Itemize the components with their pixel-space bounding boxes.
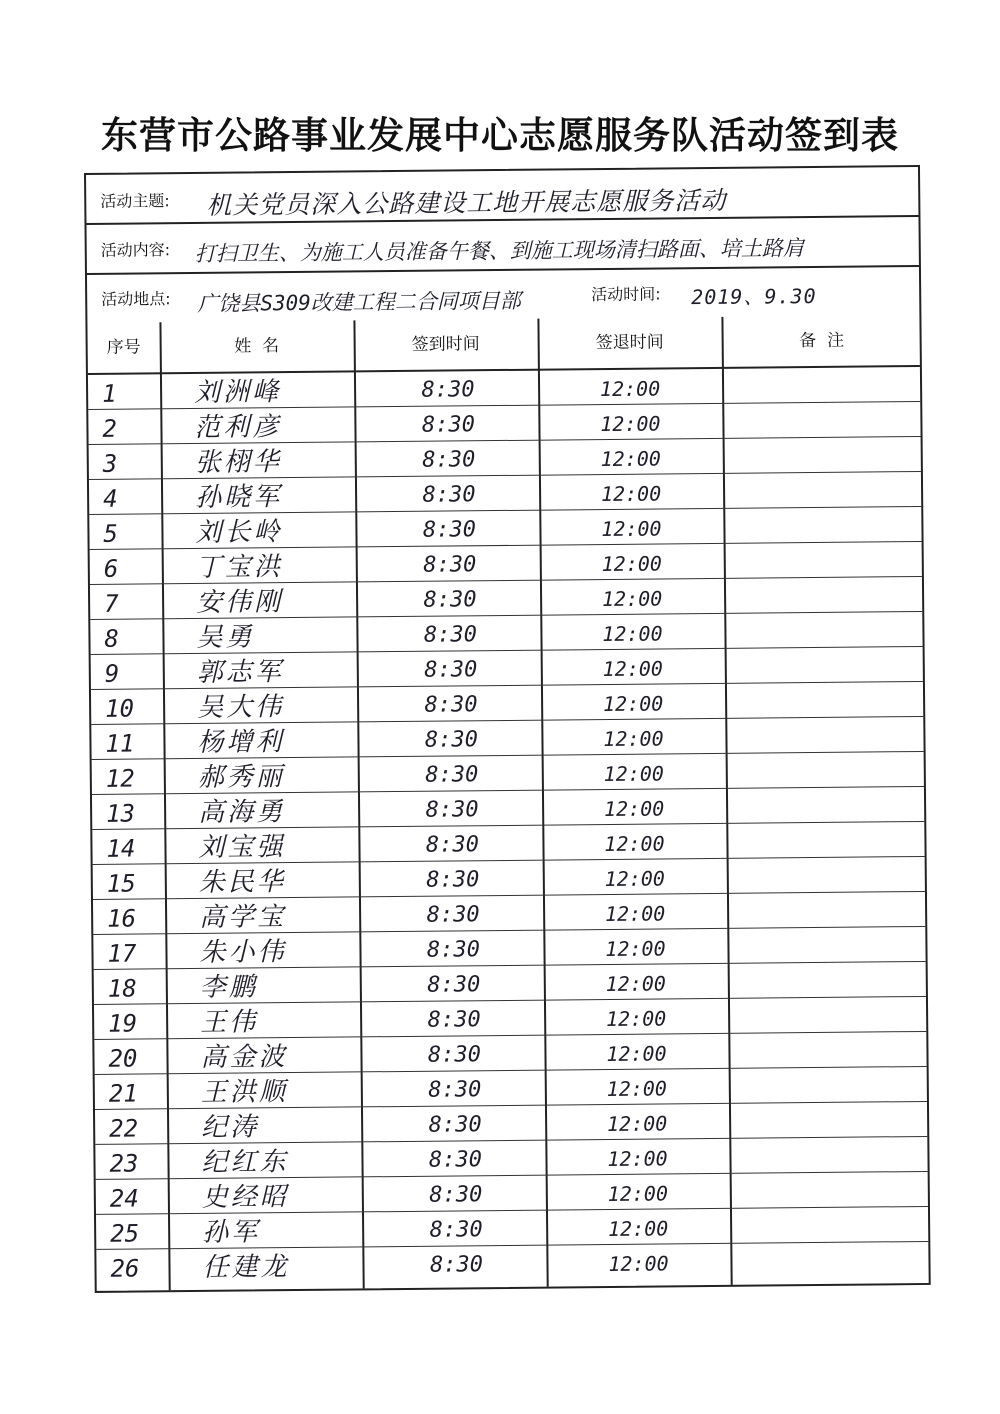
row-sign-out-time: 12:00 bbox=[606, 1111, 668, 1137]
row-sign-out-time: 12:00 bbox=[601, 586, 663, 612]
row-signature: 郭志军 bbox=[196, 657, 284, 688]
row-number: 21 bbox=[108, 1079, 138, 1108]
row-sign-in-time: 8:30 bbox=[427, 1007, 481, 1033]
row-number: 25 bbox=[110, 1219, 140, 1248]
row-number: 17 bbox=[107, 939, 137, 968]
row-sign-out-time: 12:00 bbox=[601, 551, 662, 577]
row-sign-out-time: 12:00 bbox=[607, 1146, 668, 1172]
row-sign-out-time: 12:00 bbox=[599, 376, 661, 402]
row-number: 11 bbox=[105, 729, 135, 758]
row-signature: 纪红东 bbox=[201, 1147, 289, 1178]
table-body bbox=[88, 367, 929, 1285]
table-header bbox=[87, 315, 919, 375]
row-number: 20 bbox=[108, 1044, 138, 1073]
row-number: 12 bbox=[105, 764, 135, 793]
header-no: 序号 bbox=[106, 337, 141, 358]
row-signature: 刘洲峰 bbox=[193, 377, 282, 408]
row-note bbox=[725, 472, 921, 508]
row-sign-in-time: 8:30 bbox=[421, 412, 476, 438]
row-sign-in-time: 8:30 bbox=[424, 727, 479, 753]
row-sign-out-time: 12:00 bbox=[600, 481, 662, 507]
row-sign-in-time: 8:30 bbox=[428, 1112, 482, 1138]
table-row bbox=[96, 1242, 928, 1285]
row-number: 7 bbox=[104, 589, 119, 618]
row-note bbox=[729, 857, 925, 893]
activity-location-label: 活动地点: bbox=[101, 289, 171, 309]
row-sign-out-time: 12:00 bbox=[607, 1181, 669, 1207]
row-signature: 高金波 bbox=[200, 1042, 288, 1073]
row-number: 13 bbox=[106, 799, 136, 828]
activity-content-value: 打扫卫生、为施工人员准备午餐、到施工现场清扫路面、培土路肩 bbox=[194, 236, 804, 266]
row-note bbox=[731, 1137, 927, 1173]
row-number: 14 bbox=[106, 834, 136, 863]
row-signature: 范利彦 bbox=[194, 412, 282, 443]
row-signature: 孙晓军 bbox=[194, 482, 283, 513]
row-note bbox=[732, 1172, 928, 1208]
row-signature: 郝秀丽 bbox=[197, 762, 285, 793]
row-note bbox=[730, 962, 926, 998]
row-sign-out-time: 12:00 bbox=[607, 1216, 669, 1242]
row-sign-in-time: 8:30 bbox=[429, 1182, 483, 1208]
header-name: 姓 名 bbox=[234, 336, 280, 357]
activity-theme-label: 活动主题: bbox=[100, 191, 170, 211]
row-note bbox=[728, 822, 924, 858]
row-note bbox=[729, 892, 925, 928]
row-sign-out-time: 12:00 bbox=[603, 796, 665, 822]
row-number: 18 bbox=[107, 974, 137, 1003]
row-sign-out-time: 12:00 bbox=[608, 1251, 669, 1277]
row-sign-in-time: 8:30 bbox=[422, 482, 476, 508]
row-signature: 朱小伟 bbox=[199, 937, 287, 968]
row-sign-in-time: 8:30 bbox=[423, 587, 477, 613]
header-note: 备 注 bbox=[799, 330, 845, 352]
row-signature: 杨增利 bbox=[197, 727, 285, 758]
row-note bbox=[732, 1207, 928, 1243]
activity-content-row bbox=[86, 217, 918, 275]
row-note bbox=[730, 997, 926, 1033]
activity-time-value: 2019、9.30 bbox=[691, 283, 817, 310]
row-signature: 吴勇 bbox=[196, 622, 255, 653]
row-sign-out-time: 12:00 bbox=[606, 1041, 667, 1067]
row-sign-in-time: 8:30 bbox=[422, 447, 476, 473]
row-number: 10 bbox=[105, 694, 135, 723]
row-sign-in-time: 8:30 bbox=[423, 552, 477, 578]
row-sign-out-time: 12:00 bbox=[606, 1076, 668, 1102]
row-sign-in-time: 8:30 bbox=[426, 937, 481, 963]
row-note bbox=[730, 1032, 926, 1068]
row-signature: 纪涛 bbox=[201, 1112, 260, 1143]
row-sign-out-time: 12:00 bbox=[603, 761, 665, 787]
row-sign-out-time: 12:00 bbox=[602, 621, 663, 647]
page-title: 东营市公路事业发展中心志愿服务队活动签到表 bbox=[101, 113, 899, 157]
row-signature: 高海勇 bbox=[198, 797, 286, 828]
row-sign-in-time: 8:30 bbox=[424, 657, 478, 683]
row-sign-out-time: 12:00 bbox=[604, 831, 665, 857]
row-number: 6 bbox=[103, 554, 119, 583]
row-number: 22 bbox=[109, 1114, 139, 1143]
row-sign-in-time: 8:30 bbox=[424, 692, 478, 718]
row-signature: 张栩华 bbox=[194, 447, 282, 478]
row-sign-in-time: 8:30 bbox=[425, 832, 480, 858]
row-signature: 王洪顺 bbox=[200, 1077, 288, 1108]
row-note bbox=[729, 927, 925, 963]
row-note bbox=[728, 752, 924, 788]
row-note bbox=[725, 437, 921, 473]
row-note bbox=[724, 402, 920, 438]
row-sign-in-time: 8:30 bbox=[426, 902, 480, 928]
row-sign-in-time: 8:30 bbox=[428, 1077, 482, 1103]
header-sign-out: 签退时间 bbox=[595, 332, 664, 354]
row-sign-out-time: 12:00 bbox=[604, 901, 666, 927]
row-number: 5 bbox=[103, 519, 119, 548]
row-sign-out-time: 12:00 bbox=[604, 866, 666, 892]
row-number: 1 bbox=[101, 379, 117, 408]
row-sign-out-time: 12:00 bbox=[602, 656, 664, 682]
row-note bbox=[727, 682, 923, 718]
row-signature: 李鹏 bbox=[199, 972, 258, 1003]
row-sign-out-time: 12:00 bbox=[605, 936, 666, 962]
row-note bbox=[724, 367, 920, 403]
row-note bbox=[726, 542, 922, 578]
row-signature: 丁宝洪 bbox=[195, 552, 283, 583]
row-number: 19 bbox=[108, 1009, 138, 1038]
activity-location-value: 广饶县S309改建工程二合同项目部 bbox=[197, 288, 521, 316]
row-sign-in-time: 8:30 bbox=[425, 797, 479, 823]
row-signature: 刘长岭 bbox=[195, 517, 283, 548]
row-signature: 任建龙 bbox=[202, 1252, 290, 1283]
row-number: 9 bbox=[104, 659, 120, 688]
row-number: 3 bbox=[102, 449, 118, 478]
row-sign-out-time: 12:00 bbox=[605, 1006, 667, 1032]
row-number: 24 bbox=[109, 1184, 139, 1213]
activity-content-label: 活动内容: bbox=[100, 240, 171, 260]
row-note bbox=[726, 577, 922, 613]
activity-theme-value: 机关党员深入公路建设工地开展志愿服务活动 bbox=[206, 185, 727, 220]
row-sign-out-time: 12:00 bbox=[605, 971, 667, 997]
row-number: 15 bbox=[106, 869, 136, 898]
sign-in-table bbox=[84, 165, 931, 1293]
row-number: 16 bbox=[107, 904, 137, 933]
row-note bbox=[731, 1067, 927, 1103]
row-signature: 孙军 bbox=[202, 1217, 261, 1248]
row-sign-out-time: 12:00 bbox=[603, 726, 664, 752]
row-note bbox=[727, 647, 923, 683]
row-number: 4 bbox=[102, 484, 118, 513]
row-signature: 刘宝强 bbox=[198, 832, 286, 863]
row-sign-in-time: 8:30 bbox=[429, 1252, 484, 1278]
row-note bbox=[725, 507, 921, 543]
row-signature: 吴大伟 bbox=[196, 692, 285, 723]
row-number: 8 bbox=[104, 624, 120, 653]
row-note bbox=[726, 612, 922, 648]
row-signature: 高学宝 bbox=[199, 902, 287, 933]
row-signature: 史经昭 bbox=[201, 1182, 289, 1213]
row-sign-in-time: 8:30 bbox=[421, 377, 475, 403]
activity-time-label: 活动时间: bbox=[591, 284, 661, 305]
row-sign-in-time: 8:30 bbox=[426, 867, 480, 893]
row-signature: 安伟刚 bbox=[195, 587, 284, 618]
activity-theme-row bbox=[86, 167, 918, 225]
row-sign-out-time: 12:00 bbox=[600, 446, 661, 472]
row-number: 26 bbox=[110, 1254, 140, 1283]
row-sign-in-time: 8:30 bbox=[427, 972, 481, 998]
row-sign-in-time: 8:30 bbox=[429, 1217, 483, 1243]
row-signature: 朱民华 bbox=[198, 867, 286, 898]
row-sign-out-time: 12:00 bbox=[600, 411, 661, 437]
header-sign-in: 签到时间 bbox=[411, 334, 480, 355]
row-note bbox=[727, 717, 923, 753]
row-note bbox=[728, 787, 924, 823]
row-number: 2 bbox=[102, 414, 118, 443]
row-sign-in-time: 8:30 bbox=[428, 1147, 483, 1173]
row-sign-out-time: 12:00 bbox=[601, 516, 662, 542]
activity-location-row bbox=[87, 267, 919, 323]
row-note bbox=[731, 1102, 927, 1138]
row-sign-in-time: 8:30 bbox=[423, 622, 478, 648]
row-number: 23 bbox=[109, 1149, 139, 1178]
row-signature: 王伟 bbox=[200, 1007, 259, 1038]
row-sign-in-time: 8:30 bbox=[425, 762, 479, 788]
row-note bbox=[732, 1242, 928, 1278]
row-sign-in-time: 8:30 bbox=[422, 517, 477, 543]
row-sign-out-time: 12:00 bbox=[602, 691, 664, 717]
row-sign-in-time: 8:30 bbox=[427, 1042, 482, 1068]
